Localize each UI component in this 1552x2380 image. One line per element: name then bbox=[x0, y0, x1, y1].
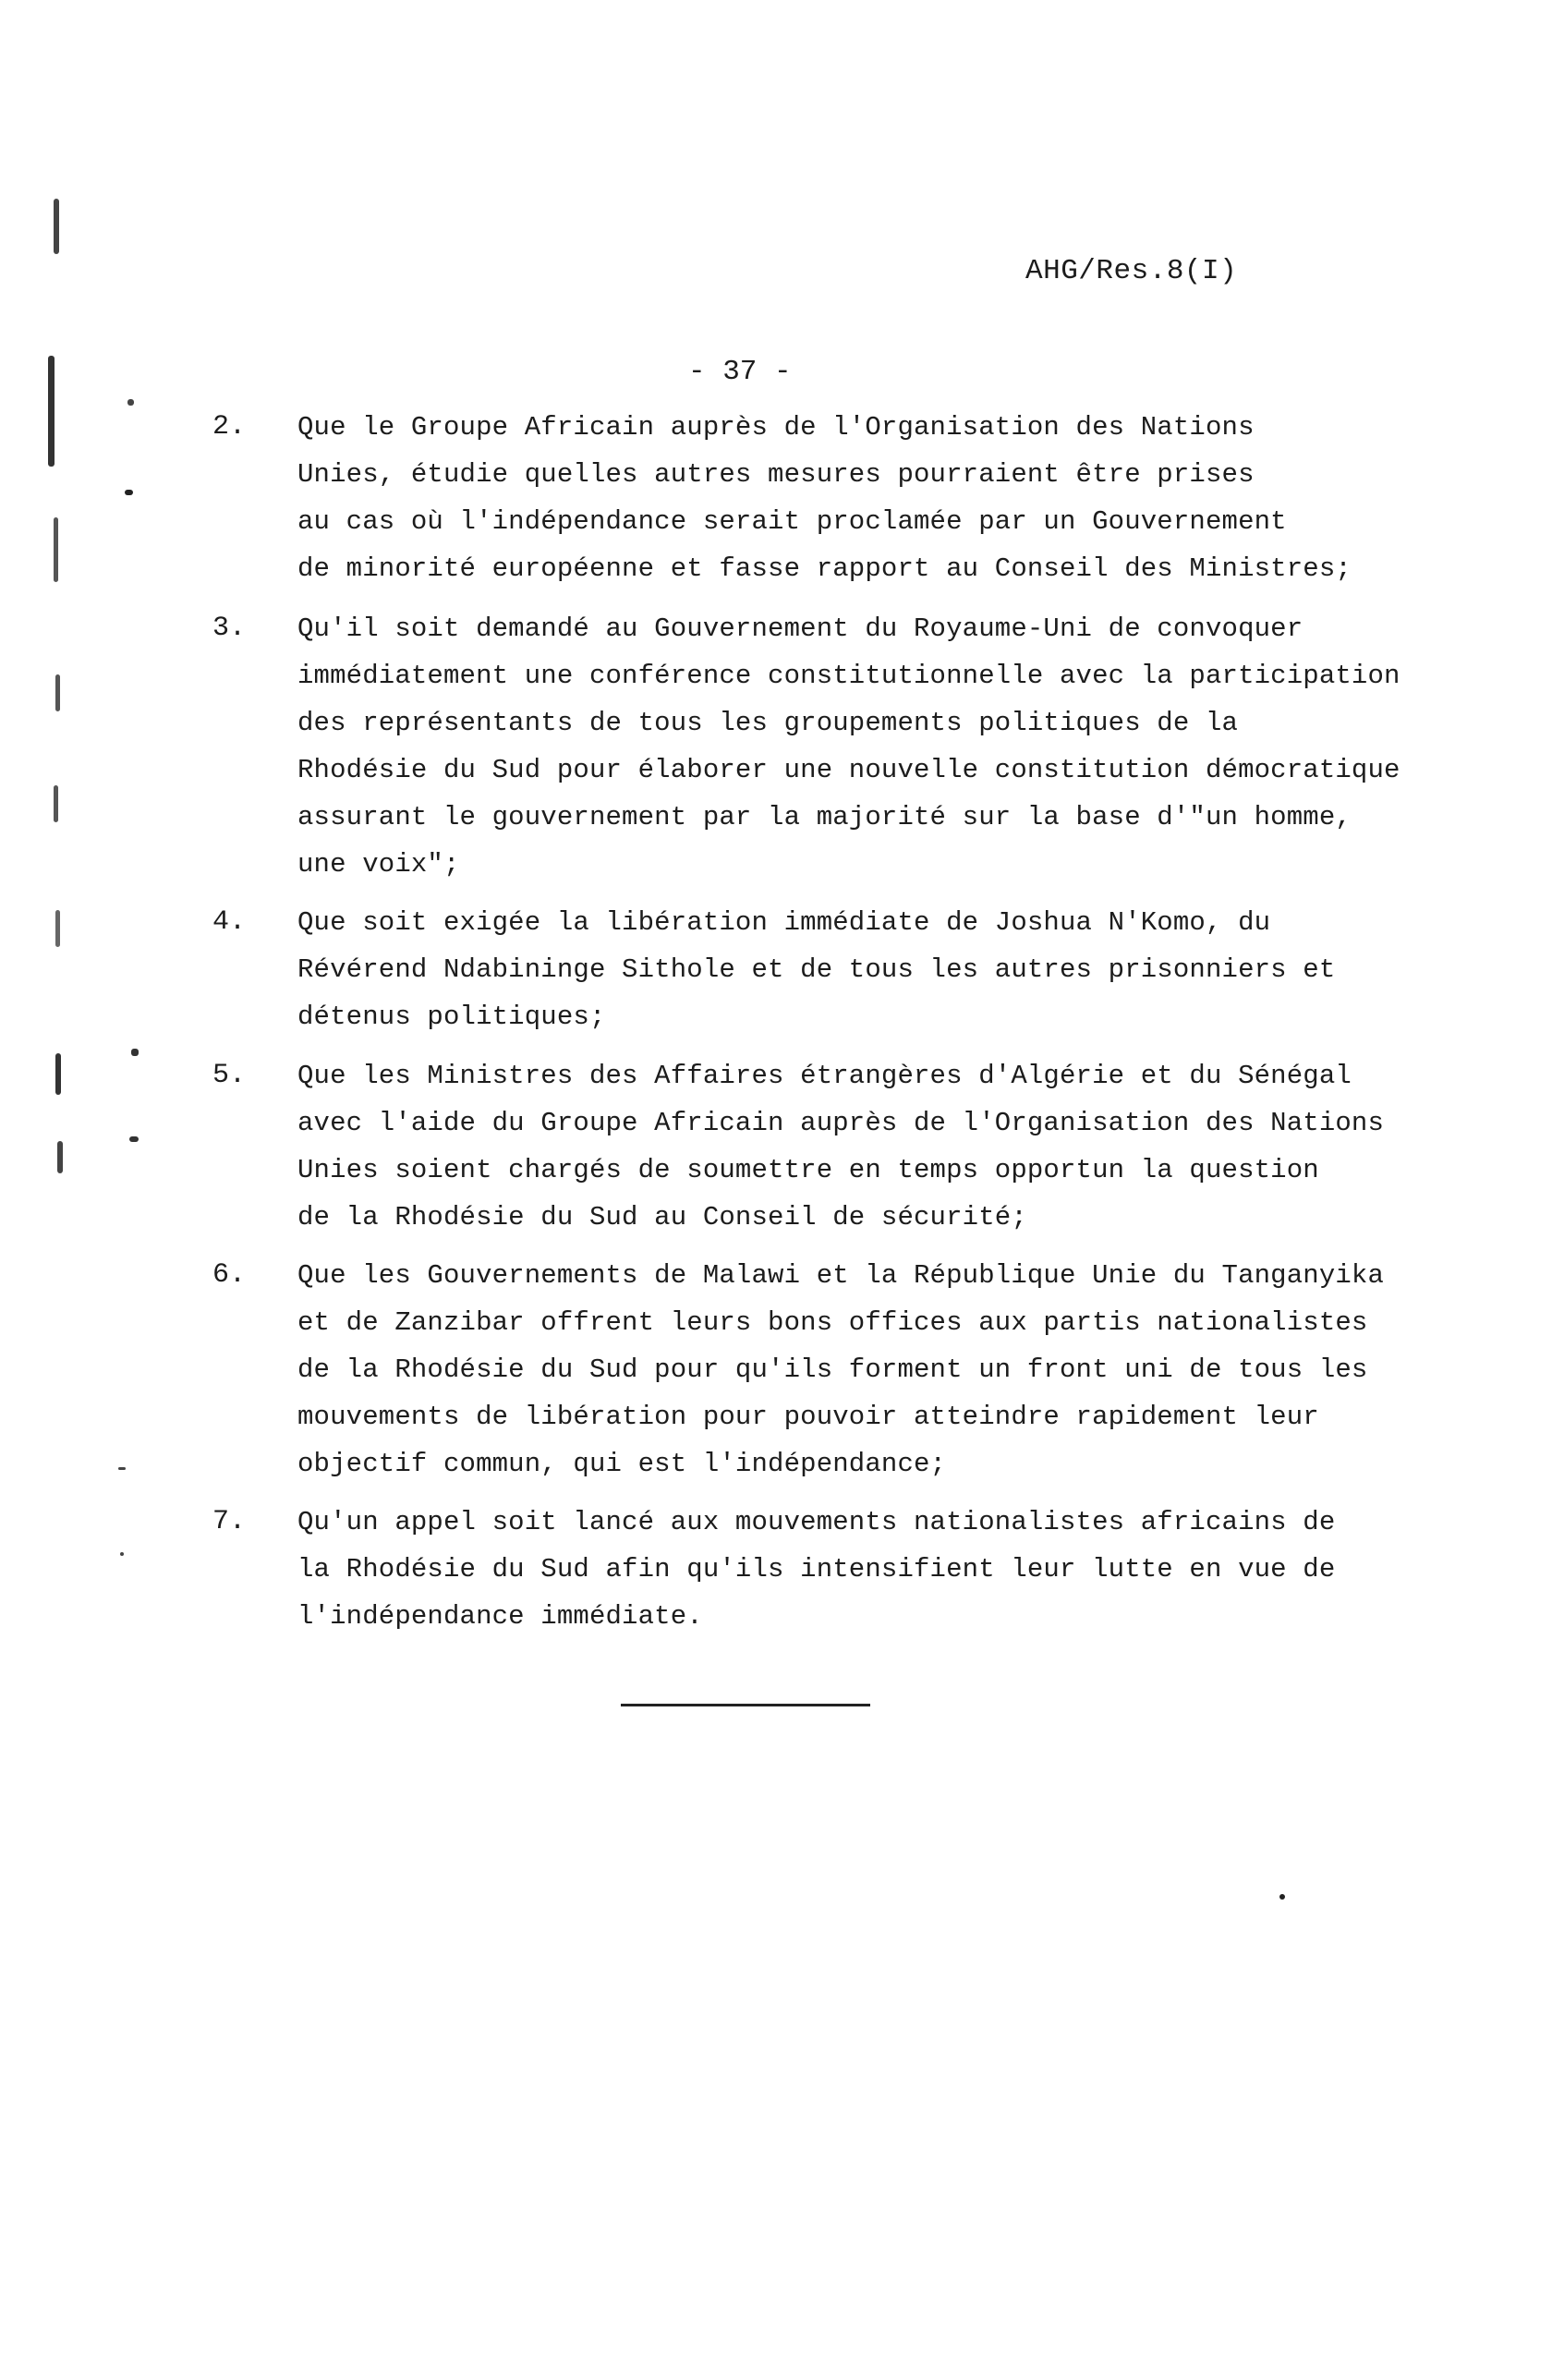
closing-rule bbox=[621, 1704, 870, 1706]
item-line: Que les Gouvernements de Malawi et la République Unie du Tanganyika bbox=[297, 1260, 1385, 1291]
page-number: - 37 - bbox=[688, 356, 792, 388]
item-number: 5. bbox=[212, 1060, 247, 1091]
item-line: au cas où l'indépendance serait proclamée par un Gouvernement bbox=[297, 506, 1287, 537]
item-line: objectif commun, qui est l'indépendance; bbox=[297, 1449, 947, 1479]
item-line: avec l'aide du Groupe Africain auprès de l'Organisation des Nations bbox=[297, 1108, 1385, 1138]
item-line: Rhodésie du Sud pour élaborer une nouvelle constitution démocratique bbox=[297, 755, 1400, 785]
item-line: l'indépendance immédiate. bbox=[297, 1601, 703, 1632]
item-line: Que les Ministres des Affaires étrangères d'Algérie et du Sénégal bbox=[297, 1061, 1352, 1091]
item-line: de minorité européenne et fasse rapport au Conseil des Ministres; bbox=[297, 553, 1352, 584]
item-line: Qu'un appel soit lancé aux mouvements nationalistes africains de bbox=[297, 1507, 1336, 1537]
document-reference: AHG/Res.8(I) bbox=[1025, 255, 1238, 287]
item-number: 3. bbox=[212, 613, 247, 644]
item-line: mouvements de libération pour pouvoir atteindre rapidement leur bbox=[297, 1402, 1319, 1432]
item-line: assurant le gouvernement par la majorité sur la base d'"un homme, bbox=[297, 802, 1352, 832]
item-line: et de Zanzibar offrent leurs bons offices aux partis nationalistes bbox=[297, 1307, 1368, 1338]
item-line: Qu'il soit demandé au Gouvernement du Royaume-Uni de convoquer bbox=[297, 613, 1303, 644]
item-number: 7. bbox=[212, 1506, 247, 1537]
item-line: Unies soient chargés de soumettre en temps opportun la question bbox=[297, 1155, 1319, 1185]
item-line: détenus politiques; bbox=[297, 1002, 606, 1032]
item-line: une voix"; bbox=[297, 849, 460, 880]
item-line: de la Rhodésie du Sud pour qu'ils forment un front uni de tous les bbox=[297, 1354, 1368, 1385]
item-line: Que le Groupe Africain auprès de l'Organisation des Nations bbox=[297, 412, 1255, 443]
item-number: 6. bbox=[212, 1259, 247, 1291]
item-number: 4. bbox=[212, 906, 247, 938]
item-line: la Rhodésie du Sud afin qu'ils intensifient leur lutte en vue de bbox=[297, 1554, 1336, 1585]
item-line: Révérend Ndabininge Sithole et de tous les autres prisonniers et bbox=[297, 954, 1336, 985]
item-line: des représentants de tous les groupements politiques de la bbox=[297, 708, 1239, 738]
item-line: Unies, étudie quelles autres mesures pourraient être prises bbox=[297, 459, 1255, 490]
item-line: de la Rhodésie du Sud au Conseil de sécurité; bbox=[297, 1202, 1027, 1232]
item-number: 2. bbox=[212, 411, 247, 443]
item-line: immédiatement une conférence constitutionnelle avec la participation bbox=[297, 661, 1400, 691]
item-line: Que soit exigée la libération immédiate de Joshua N'Komo, du bbox=[297, 907, 1271, 938]
